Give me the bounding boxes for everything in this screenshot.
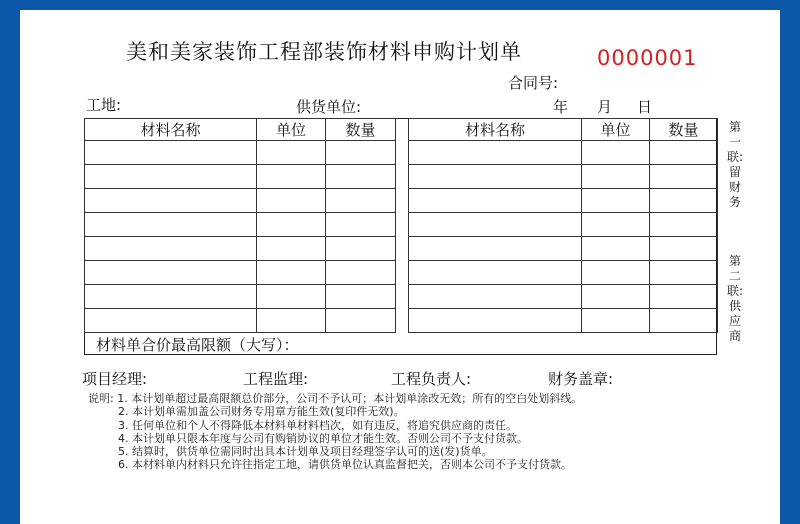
price-limit-label: 材料单合价最高限额（大写）： — [96, 336, 299, 354]
form-title: 美和美家装饰工程部装饰材料申购计划单 — [126, 40, 522, 64]
table-row — [85, 237, 396, 261]
quantity-cell[interactable] — [326, 189, 396, 213]
unit-cell[interactable] — [257, 165, 326, 189]
quantity-cell[interactable] — [650, 189, 718, 213]
note-item — [88, 392, 582, 405]
material-cell[interactable] — [409, 189, 582, 213]
copy2-label: 第二联:供应商 — [726, 254, 744, 343]
contract-number-label: 合同号: — [508, 74, 559, 92]
material-cell[interactable] — [85, 141, 257, 165]
unit-cell[interactable] — [582, 189, 650, 213]
note-item: 6. 本材料单内材料只允许往指定工地，请供货单位认真监督把关，否则本公司不予支付货款。 — [118, 458, 572, 472]
quantity-cell[interactable] — [326, 141, 396, 165]
material-cell[interactable] — [409, 141, 582, 165]
material-cell[interactable] — [85, 189, 257, 213]
unit-cell[interactable] — [582, 285, 650, 309]
table-row — [85, 285, 396, 309]
column-header-unit: 单位 — [582, 119, 650, 141]
table-row — [409, 309, 718, 333]
quantity-cell[interactable] — [650, 285, 718, 309]
quantity-cell[interactable] — [326, 285, 396, 309]
unit-cell[interactable] — [257, 141, 326, 165]
quantity-cell[interactable] — [326, 261, 396, 285]
table-row — [85, 213, 396, 237]
materials-table-left — [84, 118, 396, 333]
note-item: 3. 任何单位和个人不得降低本材料单材料档次，如有违反，将追究供应商的责任。 — [118, 418, 517, 432]
material-cell[interactable] — [85, 285, 257, 309]
quantity-cell[interactable] — [650, 141, 718, 165]
serial-number: 0000001 — [597, 46, 698, 70]
material-cell[interactable] — [85, 261, 257, 285]
table-row — [409, 285, 718, 309]
material-cell[interactable] — [409, 261, 582, 285]
material-cell[interactable] — [409, 309, 582, 333]
note-item: 4. 本计划单只限本年度与公司有购销协议的单位才能生效。否则公司不予支付货款。 — [118, 431, 528, 445]
quantity-cell[interactable] — [650, 237, 718, 261]
unit-cell[interactable] — [257, 237, 326, 261]
table-row — [85, 309, 396, 333]
table-row — [409, 261, 718, 285]
engineer-in-charge-label: 工程负责人: — [391, 370, 472, 388]
note-item: 2. 本计划单需加盖公司财务专用章方能生效(复印件无效)。 — [118, 405, 405, 419]
table-row — [409, 237, 718, 261]
quantity-cell[interactable] — [650, 309, 718, 333]
unit-cell[interactable] — [582, 237, 650, 261]
column-header-quantity: 数量 — [326, 119, 396, 141]
year-label: 年 — [553, 98, 569, 116]
unit-cell[interactable] — [582, 141, 650, 165]
unit-cell[interactable] — [582, 165, 650, 189]
unit-cell[interactable] — [257, 285, 326, 309]
column-header-quantity: 数量 — [650, 119, 718, 141]
notes-heading: 说明: — [88, 392, 114, 405]
month-label: 月 — [597, 98, 613, 116]
material-cell[interactable] — [409, 237, 582, 261]
table-row — [409, 189, 718, 213]
column-header-material: 材料名称 — [85, 119, 257, 141]
table-row — [85, 189, 396, 213]
unit-cell[interactable] — [582, 213, 650, 237]
material-cell[interactable] — [409, 285, 582, 309]
table-row — [85, 141, 396, 165]
table-row — [409, 141, 718, 165]
table-header-row — [85, 119, 396, 141]
note-item: 5. 结算时，供货单位需同时出具本计划单及项目经理签字认可的送(发)货单。 — [118, 445, 493, 459]
column-header-material: 材料名称 — [409, 119, 582, 141]
copy1-label: 第一联:留财务 — [726, 120, 744, 209]
column-header-unit: 单位 — [257, 119, 326, 141]
table-row — [85, 165, 396, 189]
materials-table-right — [408, 118, 718, 333]
project-manager-label: 项目经理: — [82, 370, 148, 388]
table-row — [85, 261, 396, 285]
material-cell[interactable] — [409, 165, 582, 189]
quantity-cell[interactable] — [650, 213, 718, 237]
day-label: 日 — [637, 98, 653, 116]
material-cell[interactable] — [85, 309, 257, 333]
unit-cell[interactable] — [582, 309, 650, 333]
quantity-cell[interactable] — [326, 309, 396, 333]
unit-cell[interactable] — [257, 189, 326, 213]
unit-cell[interactable] — [257, 213, 326, 237]
supervisor-label: 工程监理: — [243, 370, 309, 388]
unit-cell[interactable] — [582, 261, 650, 285]
quantity-cell[interactable] — [326, 165, 396, 189]
material-cell[interactable] — [85, 213, 257, 237]
quantity-cell[interactable] — [326, 213, 396, 237]
material-cell[interactable] — [409, 213, 582, 237]
supplier-label: 供货单位: — [296, 98, 362, 116]
unit-cell[interactable] — [257, 261, 326, 285]
quantity-cell[interactable] — [650, 261, 718, 285]
table-row — [409, 165, 718, 189]
table-row — [409, 213, 718, 237]
site-label: 工地: — [86, 96, 122, 114]
quantity-cell[interactable] — [650, 165, 718, 189]
quantity-cell[interactable] — [326, 237, 396, 261]
table-header-row — [409, 119, 718, 141]
material-cell[interactable] — [85, 165, 257, 189]
note-text: 1. 本计划单超过最高限额总价部分，公司不予认可；本计划单涂改无效；所有的空白处划斜线。 — [117, 392, 583, 405]
unit-cell[interactable] — [257, 309, 326, 333]
finance-seal-label: 财务盖章: — [548, 370, 614, 388]
notes-section — [88, 392, 582, 472]
material-cell[interactable] — [85, 237, 257, 261]
